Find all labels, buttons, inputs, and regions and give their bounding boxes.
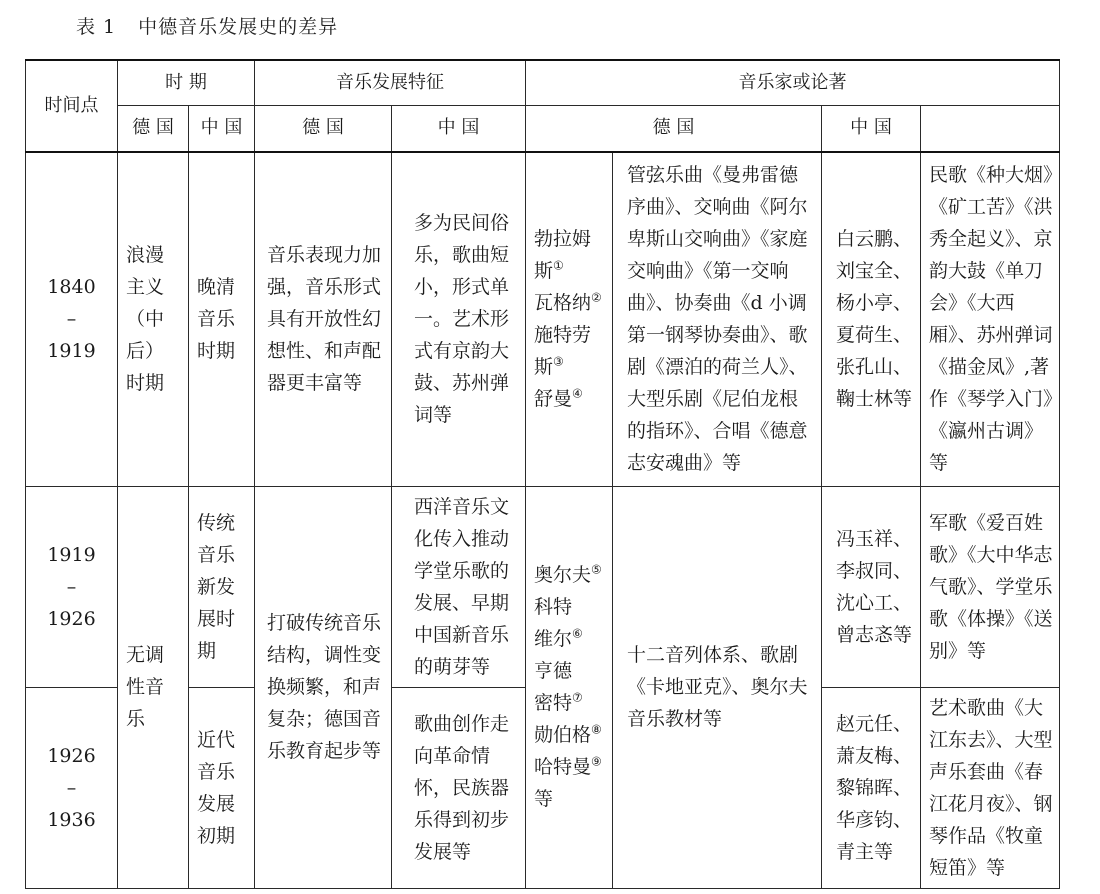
germany-period-cell: 无调性音乐 (118, 486, 189, 888)
header-period-germany: 德 国 (118, 105, 189, 152)
header-features-china: 中 国 (392, 105, 526, 152)
time-point-cell: 1919 – 1926 (26, 486, 118, 687)
time-point-cell: 1926 – 1936 (26, 687, 118, 888)
header-musicians: 音乐家或论著 (526, 60, 1060, 105)
china-period-cell: 传统音乐新发展时期 (189, 486, 255, 687)
germany-period-cell: 浪漫主义（中后）时期 (118, 152, 189, 486)
table-number: 表 1 (76, 16, 117, 38)
header-features-germany: 德 国 (255, 105, 392, 152)
china-feature-cell: 歌曲创作走向革命情怀，民族器乐得到初步发展等 (392, 687, 526, 888)
table-row (26, 486, 1060, 687)
china-period-cell: 晚清音乐时期 (189, 152, 255, 486)
header-musicians-germany: 德 国 (526, 105, 822, 152)
china-musicians-cell: 赵元任、萧友梅、黎锦晖、华彦钧、青主等 (822, 687, 921, 888)
china-works-cell: 民歌《种大烟》《矿工苦》《洪秀全起义》、京韵大鼓《单刀会》《大西厢》、苏州弹词《描金凤》,著作《琴学入门》《瀛州古调》等 (921, 152, 1060, 486)
china-musicians-cell: 白云鹏、刘宝全、杨小亭、夏荷生、张孔山、鞠士林等 (822, 152, 921, 486)
time-point-cell: 1840 – 1919 (26, 152, 118, 486)
china-works-cell: 军歌《爱百姓歌》《大中华志气歌》、学堂乐歌《体操》《送别》等 (921, 486, 1060, 687)
composer-name: 科特 (534, 596, 573, 618)
header-musicians-china: 中 国 (822, 105, 921, 152)
composer-name: 瓦格纳② (534, 290, 602, 315)
composer-name: 维尔⑥ (534, 626, 583, 650)
china-period-cell: 近代音乐发展初期 (189, 687, 255, 888)
germany-composers-cell (526, 486, 613, 888)
germany-feature-cell: 音乐表现力加强，音乐形式具有开放性幻想性、和声配器更丰富等 (255, 152, 392, 486)
table-caption (76, 12, 338, 39)
table-title: 中德音乐发展史的差异 (138, 16, 339, 38)
header-period-china: 中 国 (189, 105, 255, 152)
germany-feature-cell: 打破传统音乐结构，调性变换频繁，和声复杂；德国音乐教育起步等 (255, 486, 392, 888)
composer-name: 勋伯格⑧ (534, 722, 602, 746)
china-feature-cell: 西洋音乐文化传入推动学堂乐歌的发展、早期中国新音乐的萌芽等 (392, 486, 526, 687)
header-time-point: 时间点 (26, 60, 118, 152)
composer-name: 密特⑦ (534, 690, 583, 714)
composer-name: 奥尔夫⑤ (534, 562, 602, 586)
composer-name: 舒曼④ (534, 386, 583, 411)
comparison-table (25, 59, 1060, 889)
table-row (26, 152, 1060, 486)
china-musicians-cell: 冯玉祥、李叔同、沈心工、曾志忞等 (822, 486, 921, 687)
china-feature-cell: 多为民间俗乐，歌曲短小，形式单一。艺术形式有京韵大鼓、苏州弹词等 (392, 152, 526, 486)
header-period: 时 期 (118, 60, 255, 105)
composer-name: 哈特曼⑨ (534, 754, 602, 778)
composer-name: 亨德 (534, 660, 573, 682)
china-works-cell: 艺术歌曲《大江东去》、大型声乐套曲《春江花月夜》、钢琴作品《牧童短笛》等 (921, 687, 1060, 888)
germany-composers-cell (526, 152, 613, 486)
header-features: 音乐发展特征 (255, 60, 526, 105)
germany-works-cell: 十二音列体系、歌剧《卡地亚克》、奥尔夫音乐教材等 (613, 486, 822, 888)
composer-name: 勃拉姆斯① (534, 228, 592, 283)
composer-name: 施特劳斯③ (534, 324, 592, 379)
composer-name: 等 (534, 788, 554, 810)
header-works-china-blank (921, 105, 1060, 152)
germany-works-cell: 管弦乐曲《曼弗雷德序曲》、交响曲《阿尔卑斯山交响曲》《家庭交响曲》《第一交响曲》、协奏曲《d 小调第一钢琴协奏曲》、歌剧《漂泊的荷兰人》、大型乐剧《尼伯龙根的指环》、合唱《德意志安魂曲》等 (613, 152, 822, 486)
